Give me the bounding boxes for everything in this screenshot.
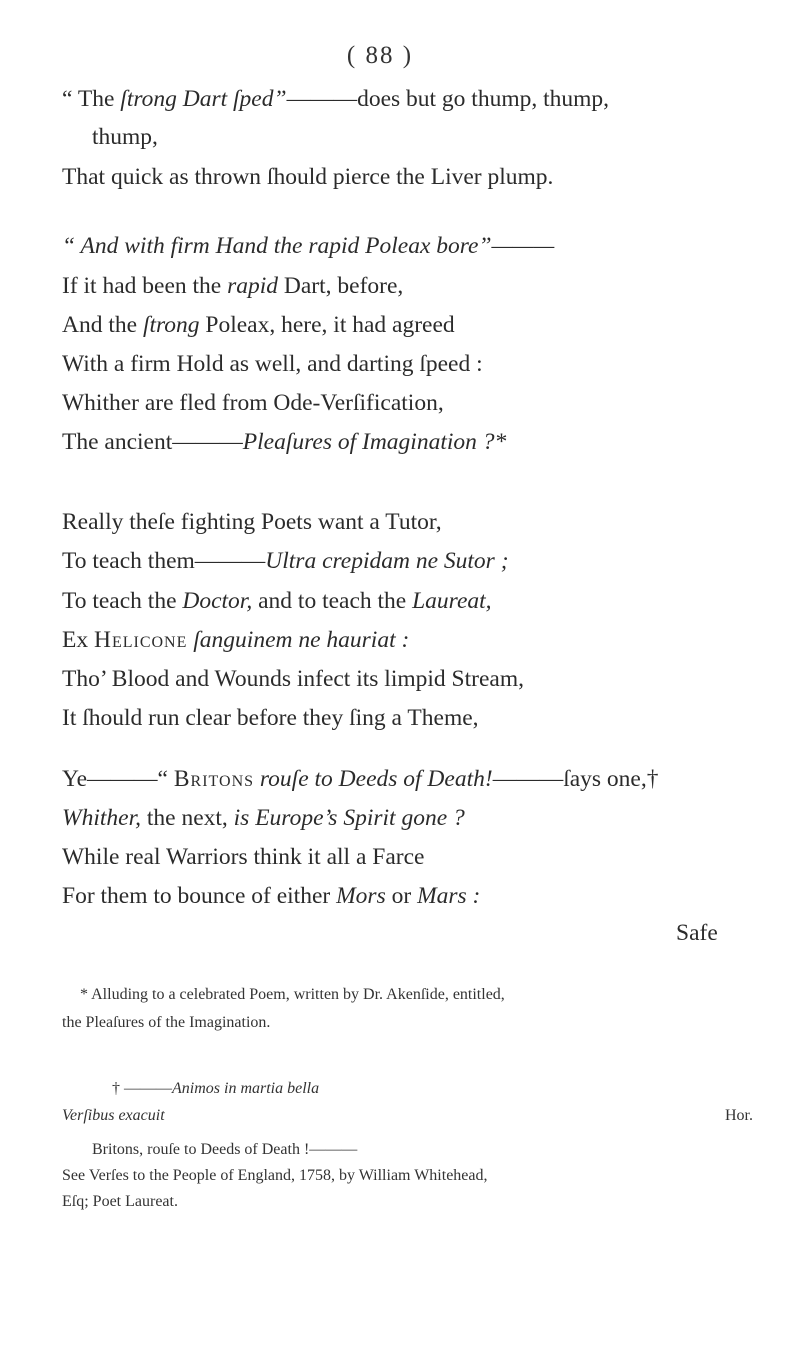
verse-line-17 bbox=[62, 807, 465, 831]
small-caps-word: Britons bbox=[173, 766, 255, 792]
verse-line-14: Tho’ Blood and Wounds infect its limpid Stream, bbox=[62, 666, 524, 692]
dagger-mark: † ——— bbox=[112, 1080, 172, 1097]
quote-open-the: “ The bbox=[62, 86, 115, 112]
verse-line-3: That quick as thrown ſhould pierce the Liver plump. bbox=[62, 164, 554, 190]
verse-text: And the bbox=[62, 312, 138, 338]
italic-word: Mors bbox=[336, 883, 386, 909]
verse-line-18: While real Warriors think it all a Farce bbox=[62, 844, 425, 870]
verse-text: If it had been the bbox=[62, 273, 222, 299]
verse-text: and to teach the bbox=[258, 588, 407, 614]
verse-text: Poleax, here, it had agreed bbox=[205, 312, 455, 338]
verse-text: the next, bbox=[146, 805, 228, 831]
verse-line-2: thump, bbox=[92, 124, 158, 150]
verse-line-9 bbox=[62, 431, 506, 455]
latin-quote: Animos in martia bella bbox=[172, 1080, 320, 1097]
verse-line-4: “ And with firm Hand the rapid Poleax bore”——— bbox=[62, 233, 555, 259]
verse-text: To teach the bbox=[62, 588, 177, 614]
verse-text: Ex bbox=[62, 627, 89, 653]
verse-line-1 bbox=[62, 88, 609, 112]
verse-line-19 bbox=[62, 885, 480, 909]
verse-line-11 bbox=[62, 550, 509, 574]
verse-text: ———ſays one,† bbox=[492, 766, 659, 792]
verse-line-5 bbox=[62, 275, 403, 299]
italic-word: rapid bbox=[227, 273, 279, 299]
verse-text: The ancient——— bbox=[62, 429, 243, 455]
italic-word: Mars : bbox=[417, 883, 481, 909]
italic-phrase: is Europe’s Spirit gone ? bbox=[233, 805, 465, 831]
italic-word: Whither, bbox=[62, 805, 141, 831]
italic-phrase: rouſe to Deeds of Death! bbox=[259, 766, 493, 792]
footnote-2-line-4: See Verſes to the People of England, 1758, by William Whitehead, bbox=[62, 1167, 488, 1184]
italic-phrase: Pleaſures of Imagination ?* bbox=[242, 429, 507, 455]
small-caps-word: Helicone bbox=[93, 627, 188, 653]
catchword: Safe bbox=[676, 920, 718, 946]
italic-phrase: ſtrong Dart ſped” bbox=[120, 86, 287, 112]
verse-text: Ye———“ bbox=[62, 766, 168, 792]
verse-line-7: With a firm Hold as well, and darting ſpeed : bbox=[62, 351, 483, 377]
verse-line-10: Really theſe fighting Poets want a Tutor, bbox=[62, 509, 442, 535]
footnote-2-line-2: Verſibus exacuit bbox=[62, 1107, 165, 1124]
latin-phrase: Ultra crepidam ne Sutor ; bbox=[265, 548, 509, 574]
footnote-2-line-3: Britons, rouſe to Deeds of Death !——— bbox=[92, 1141, 358, 1158]
verse-line-8: Whither are fled from Ode-Verſification, bbox=[62, 390, 444, 416]
latin-phrase: ſanguinem ne hauriat : bbox=[193, 627, 410, 653]
italic-word: Doctor, bbox=[182, 588, 253, 614]
verse-line-6 bbox=[62, 314, 455, 338]
verse-line-12 bbox=[62, 590, 492, 614]
verse-line-13 bbox=[62, 629, 409, 653]
verse-text: ———does but go thump, thump, bbox=[286, 86, 610, 112]
italic-word: ſtrong bbox=[142, 312, 200, 338]
verse-text: To teach them——— bbox=[62, 548, 266, 574]
verse-line-15: It ſhould run clear before they ſing a Theme, bbox=[62, 705, 479, 731]
italic-word: Laureat, bbox=[412, 588, 492, 614]
page-number: ( 88 ) bbox=[346, 42, 414, 69]
verse-text: Dart, before, bbox=[283, 273, 404, 299]
verse-line-16 bbox=[62, 768, 658, 792]
verse-text: or bbox=[391, 883, 412, 909]
verse-text: For them to bounce of either bbox=[62, 883, 331, 909]
footnote-1-line-1: * Alluding to a celebrated Poem, written by Dr. Akenſide, entitled, bbox=[80, 986, 505, 1003]
footnote-attribution: Hor. bbox=[725, 1107, 753, 1124]
footnote-1-line-2: the Pleaſures of the Imagination. bbox=[62, 1014, 271, 1031]
footnote-2-line-1 bbox=[112, 1081, 319, 1097]
footnote-2-line-5: Eſq; Poet Laureat. bbox=[62, 1193, 178, 1210]
